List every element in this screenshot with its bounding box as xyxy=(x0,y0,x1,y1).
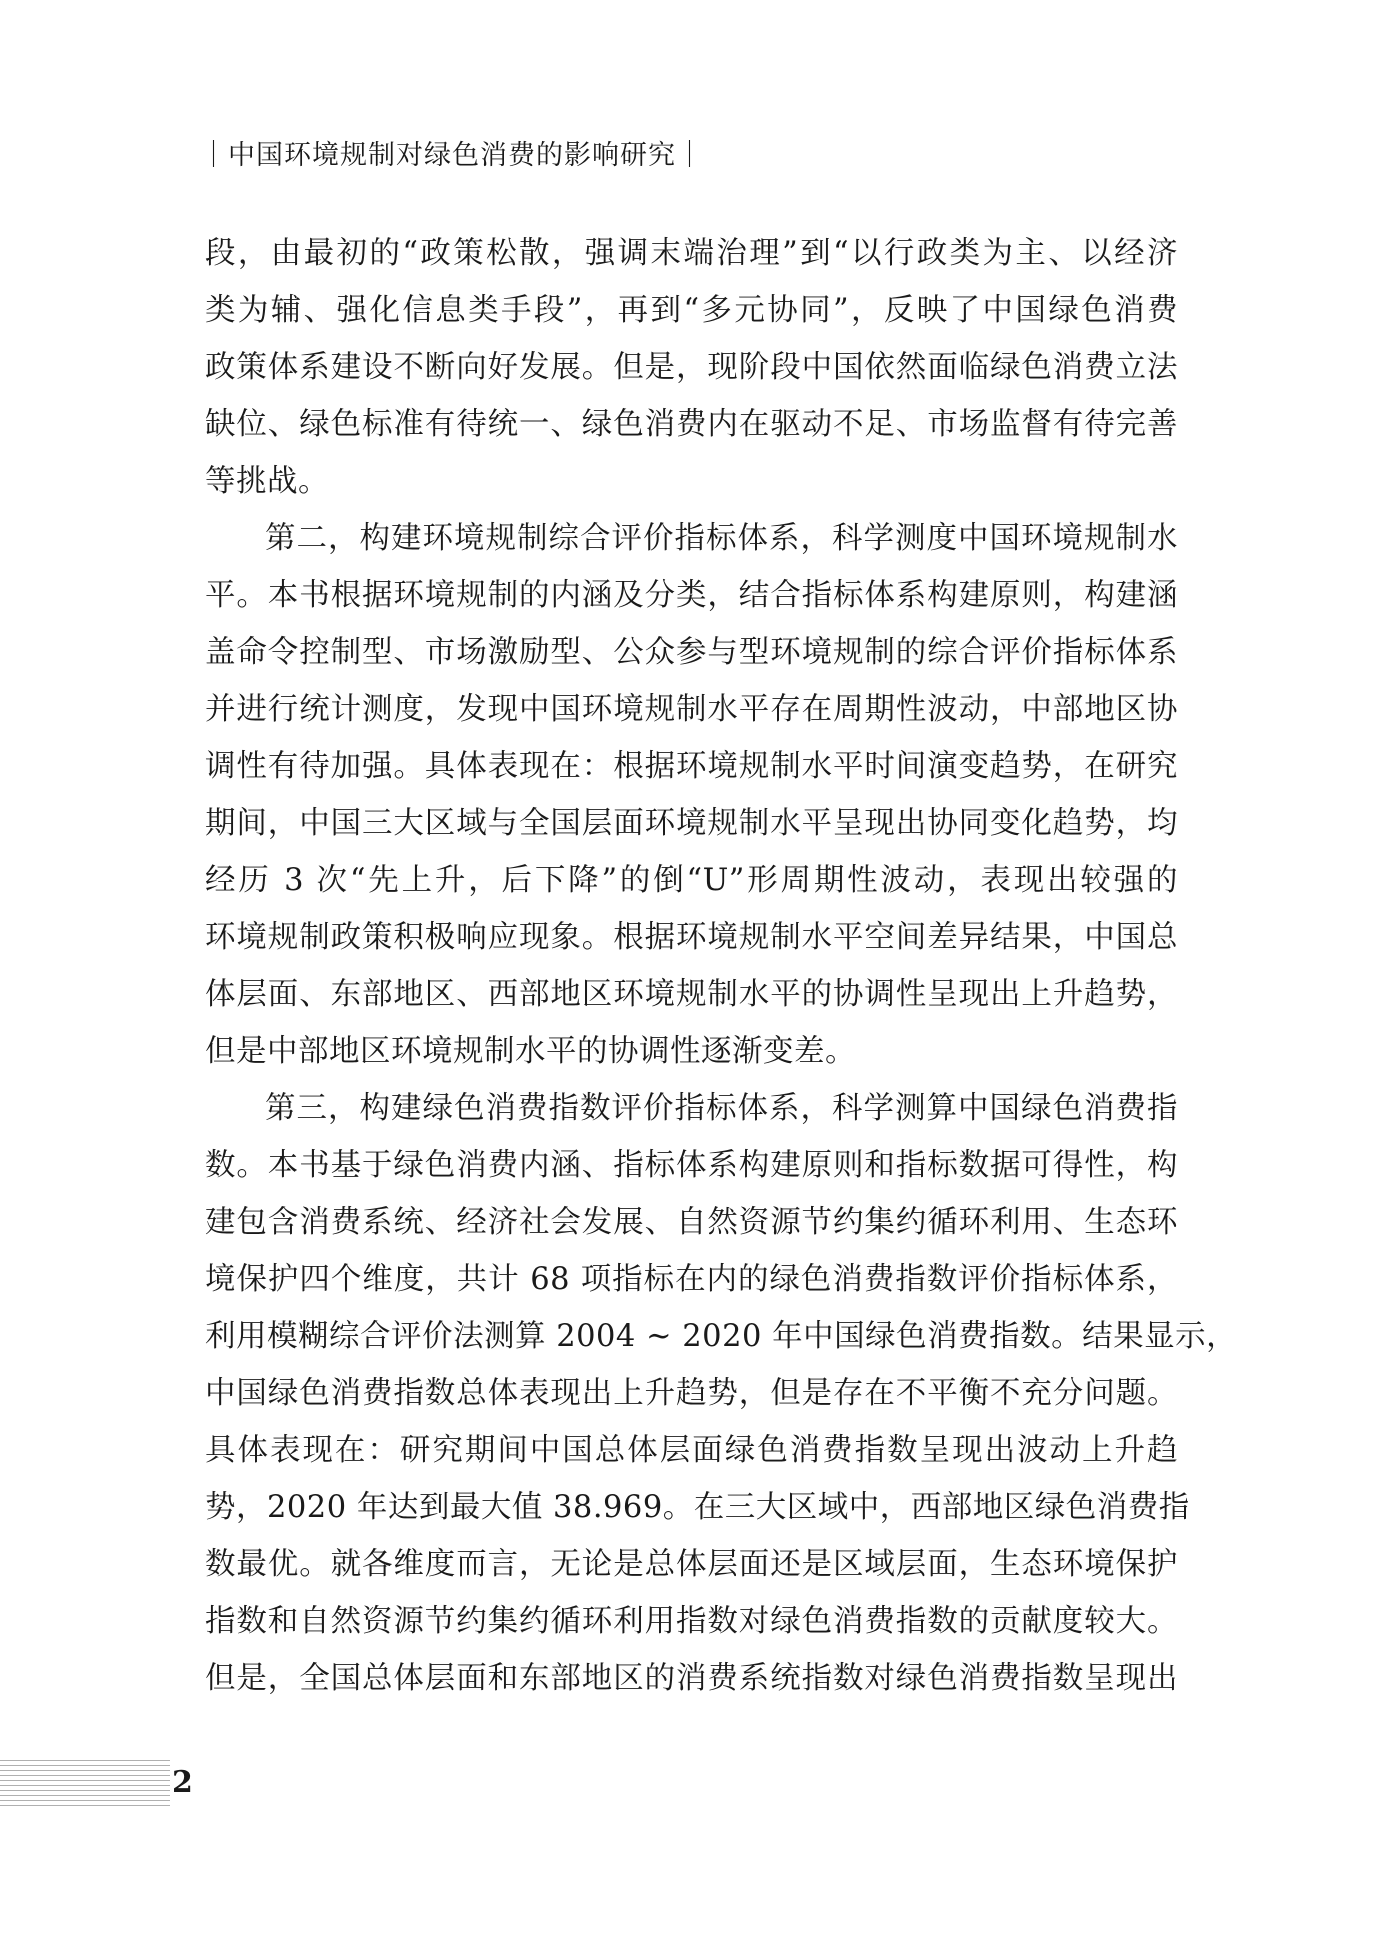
text-line: 调性有待加强。具体表现在：根据环境规制水平时间演变趋势，在研究 xyxy=(205,749,1178,784)
body-text xyxy=(205,225,1238,1707)
running-header: ｜中国环境规制对绿色消费的影响研究｜ xyxy=(200,140,704,171)
text-line: 经历 3 次“先上升，后下降”的倒“U”形周期性波动，表现出较强的 xyxy=(205,863,1178,898)
text-line: 并进行统计测度，发现中国环境规制水平存在周期性波动，中部地区协 xyxy=(205,692,1178,727)
text-line: 平。本书根据环境规制的内涵及分类，结合指标体系构建原则，构建涵 xyxy=(205,578,1178,613)
page-number: 2 xyxy=(172,1765,193,1800)
text-line: 但是中部地区环境规制水平的协调性逐渐变差。 xyxy=(205,1034,856,1069)
text-line: 段，由最初的“政策松散，强调末端治理”到“以行政类为主、以经济 xyxy=(205,236,1178,271)
text-line: 体层面、东部地区、西部地区环境规制水平的协调性呈现出上升趋势， xyxy=(205,977,1178,1012)
text-line: 类为辅、强化信息类手段”，再到“多元协同”，反映了中国绿色消费 xyxy=(205,293,1178,328)
text-line: 数最优。就各维度而言，无论是总体层面还是区域层面，生态环境保护 xyxy=(205,1547,1178,1582)
text-line: 势，2020 年达到最大值 38.969。在三大区域中，西部地区绿色消费指 xyxy=(205,1490,1190,1525)
text-line: 第二，构建环境规制综合评价指标体系，科学测度中国环境规制水 xyxy=(265,521,1178,556)
page-footer xyxy=(0,1760,193,1806)
text-line: 环境规制政策积极响应现象。根据环境规制水平空间差异结果，中国总 xyxy=(205,920,1178,955)
text-line: 指数和自然资源节约集约循环利用指数对绿色消费指数的贡献度较大。 xyxy=(205,1604,1178,1639)
text-line: 但是，全国总体层面和东部地区的消费系统指数对绿色消费指数呈现出 xyxy=(205,1661,1178,1696)
text-line: 政策体系建设不断向好发展。但是，现阶段中国依然面临绿色消费立法 xyxy=(205,350,1178,385)
text-line: 数。本书基于绿色消费内涵、指标体系构建原则和指标数据可得性，构 xyxy=(205,1148,1178,1183)
footer-decorative-rules xyxy=(0,1760,170,1806)
text-line: 期间，中国三大区域与全国层面环境规制水平呈现出协同变化趋势，均 xyxy=(205,806,1178,841)
text-line: 盖命令控制型、市场激励型、公众参与型环境规制的综合评价指标体系 xyxy=(205,635,1178,670)
text-line: 等挑战。 xyxy=(205,464,329,499)
text-line: 中国绿色消费指数总体表现出上升趋势，但是存在不平衡不充分问题。 xyxy=(205,1376,1178,1411)
text-line: 第三，构建绿色消费指数评价指标体系，科学测算中国绿色消费指 xyxy=(265,1091,1178,1126)
text-line: 缺位、绿色标准有待统一、绿色消费内在驱动不足、市场监督有待完善 xyxy=(205,407,1178,442)
text-line: 建包含消费系统、经济社会发展、自然资源节约集约循环利用、生态环 xyxy=(205,1205,1178,1240)
text-line: 利用模糊综合评价法测算 2004 ~ 2020 年中国绿色消费指数。结果显示， xyxy=(205,1319,1238,1354)
text-line: 境保护四个维度，共计 68 项指标在内的绿色消费指数评价指标体系， xyxy=(205,1262,1178,1297)
text-line: 具体表现在：研究期间中国总体层面绿色消费指数呈现出波动上升趋 xyxy=(205,1433,1178,1468)
